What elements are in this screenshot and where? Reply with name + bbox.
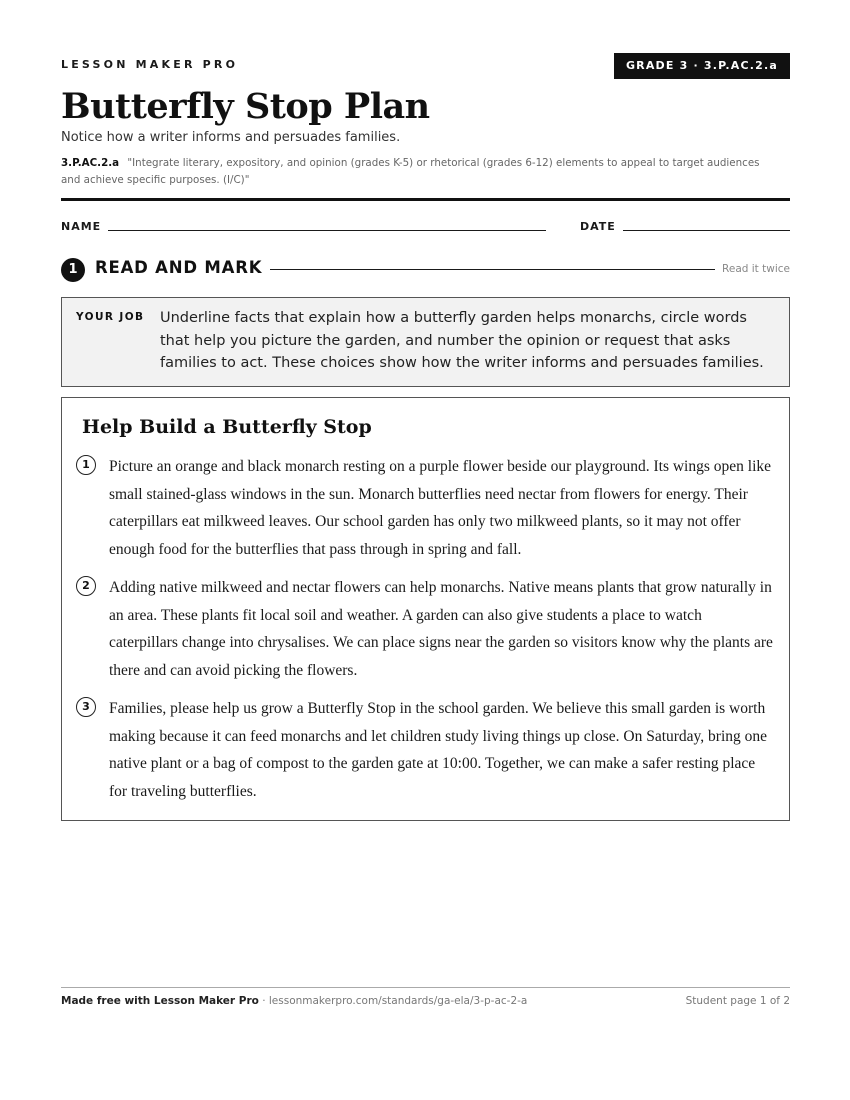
passage-box bbox=[61, 397, 790, 821]
paragraph-number: 3 bbox=[76, 697, 96, 717]
grade-badge: GRADE 3 · 3.P.AC.2.a bbox=[614, 53, 790, 79]
footer-separator: · bbox=[258, 995, 269, 1007]
paragraph-number: 2 bbox=[76, 576, 96, 596]
date-label: DATE bbox=[580, 220, 616, 233]
your-job-text: Underline facts that explain how a butterfly garden helps monarchs, circle words that help you picture the garden, and number the opinion or request that asks families to act. These choices show how the writer informs and persuades families. bbox=[160, 310, 764, 371]
paragraph-number: 1 bbox=[76, 455, 96, 475]
name-field[interactable] bbox=[108, 230, 546, 231]
standard-description bbox=[61, 155, 771, 189]
section-title: READ AND MARK bbox=[95, 258, 263, 277]
standard-code: 3.P.AC.2.a bbox=[61, 157, 120, 169]
your-job-box bbox=[61, 297, 790, 387]
header-divider bbox=[61, 198, 790, 201]
brand-name: LESSON MAKER PRO bbox=[61, 58, 239, 71]
standard-text: "Integrate literary, expository, and opinion (grades K-5) or rhetorical (grades 6-12) elements to appeal to target audiences and achieve specific purposes. (I/C)" bbox=[61, 157, 760, 186]
paragraph-text: Families, please help us grow a Butterfly Stop in the school garden. We believe this small garden is worth making because it can feed monarchs and let children study living things up close. On Saturday, bring one native plant or a bag of compost to the garden gate at 10:00. Together, we can make a safer resting place for traveling butterflies. bbox=[109, 700, 768, 800]
footer-page-number: Student page 1 of 2 bbox=[685, 995, 790, 1007]
page-subtitle: Notice how a writer informs and persuades families. bbox=[61, 130, 401, 145]
paragraph-text: Picture an orange and black monarch resting on a purple flower beside our playground. Its wings open like small stained-glass windows in the sun. Monarch butterflies need nectar from flowers for energy. Their caterpillars eat milkweed leaves. Our school garden has only two milkweed plants, so it may not offer enough food for the butterflies that pass through in spring and fall. bbox=[109, 458, 772, 558]
footer-made-with: Made free with Lesson Maker Pro bbox=[61, 995, 259, 1007]
name-label: NAME bbox=[61, 220, 102, 233]
date-field[interactable] bbox=[623, 230, 790, 231]
section-note: Read it twice bbox=[722, 263, 790, 275]
paragraph-text: Adding native milkweed and nectar flowers can help monarchs. Native means plants that grow naturally in an area. These plants fit local soil and weather. A garden can also give students a place to watch caterpillars change into chrysalises. We can place signs near the garden so visitors know why the plants are there and can avoid picking the flowers. bbox=[109, 579, 773, 679]
section-number: 1 bbox=[61, 258, 85, 282]
footer-url[interactable]: lessonmakerpro.com/standards/ga-ela/3-p-ac-2-a bbox=[268, 995, 528, 1007]
your-job-label: YOUR JOB bbox=[76, 311, 145, 323]
passage-title: Help Build a Butterfly Stop bbox=[82, 416, 372, 438]
page-title: Butterfly Stop Plan bbox=[61, 86, 430, 127]
footer-divider bbox=[61, 987, 790, 988]
section-divider bbox=[270, 269, 715, 270]
footer-credit bbox=[61, 995, 527, 1007]
